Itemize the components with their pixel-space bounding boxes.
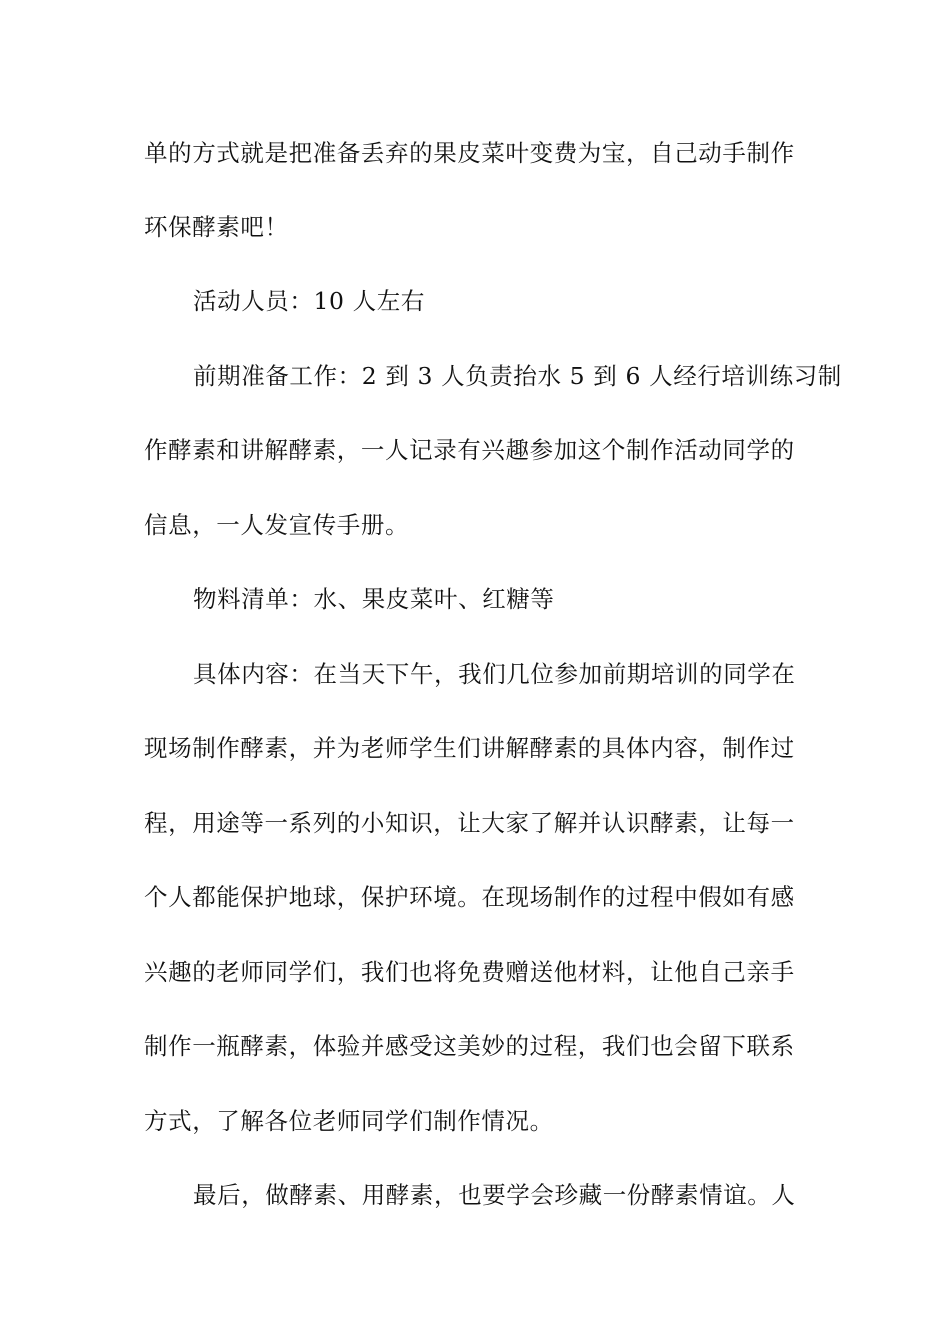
text-line: 单的方式就是把准备丢弃的果皮菜叶变费为宝，自己动手制作 bbox=[144, 139, 795, 167]
text-line: 程，用途等一系列的小知识，让大家了解并认识酵素，让每一 bbox=[144, 809, 795, 837]
text-line: 兴趣的老师同学们，我们也将免费赠送他材料，让他自己亲手 bbox=[144, 958, 795, 986]
text-line: 信息，一人发宣传手册。 bbox=[144, 511, 410, 539]
text-line: 个人都能保护地球，保护环境。在现场制作的过程中假如有感 bbox=[144, 883, 795, 911]
text-line: 物料清单：水、果皮菜叶、红糖等 bbox=[193, 585, 555, 613]
text-line: 最后，做酵素、用酵素，也要学会珍藏一份酵素情谊。人 bbox=[193, 1181, 796, 1209]
text-line: 方式，了解各位老师同学们制作情况。 bbox=[144, 1107, 554, 1135]
text-line: 制作一瓶酵素，体验并感受这美妙的过程，我们也会留下联系 bbox=[144, 1032, 795, 1060]
text-line: 具体内容：在当天下午，我们几位参加前期培训的同学在 bbox=[193, 660, 796, 688]
text-line: 前期准备工作：2 到 3 人负责抬水 5 到 6 人经行培训练习制 bbox=[193, 362, 842, 390]
text-line: 现场制作酵素，并为老师学生们讲解酵素的具体内容，制作过 bbox=[144, 734, 795, 762]
text-line: 活动人员：10 人左右 bbox=[193, 287, 425, 315]
text-line: 作酵素和讲解酵素，一人记录有兴趣参加这个制作活动同学的 bbox=[144, 436, 795, 464]
text-line: 环保酵素吧！ bbox=[144, 213, 289, 241]
